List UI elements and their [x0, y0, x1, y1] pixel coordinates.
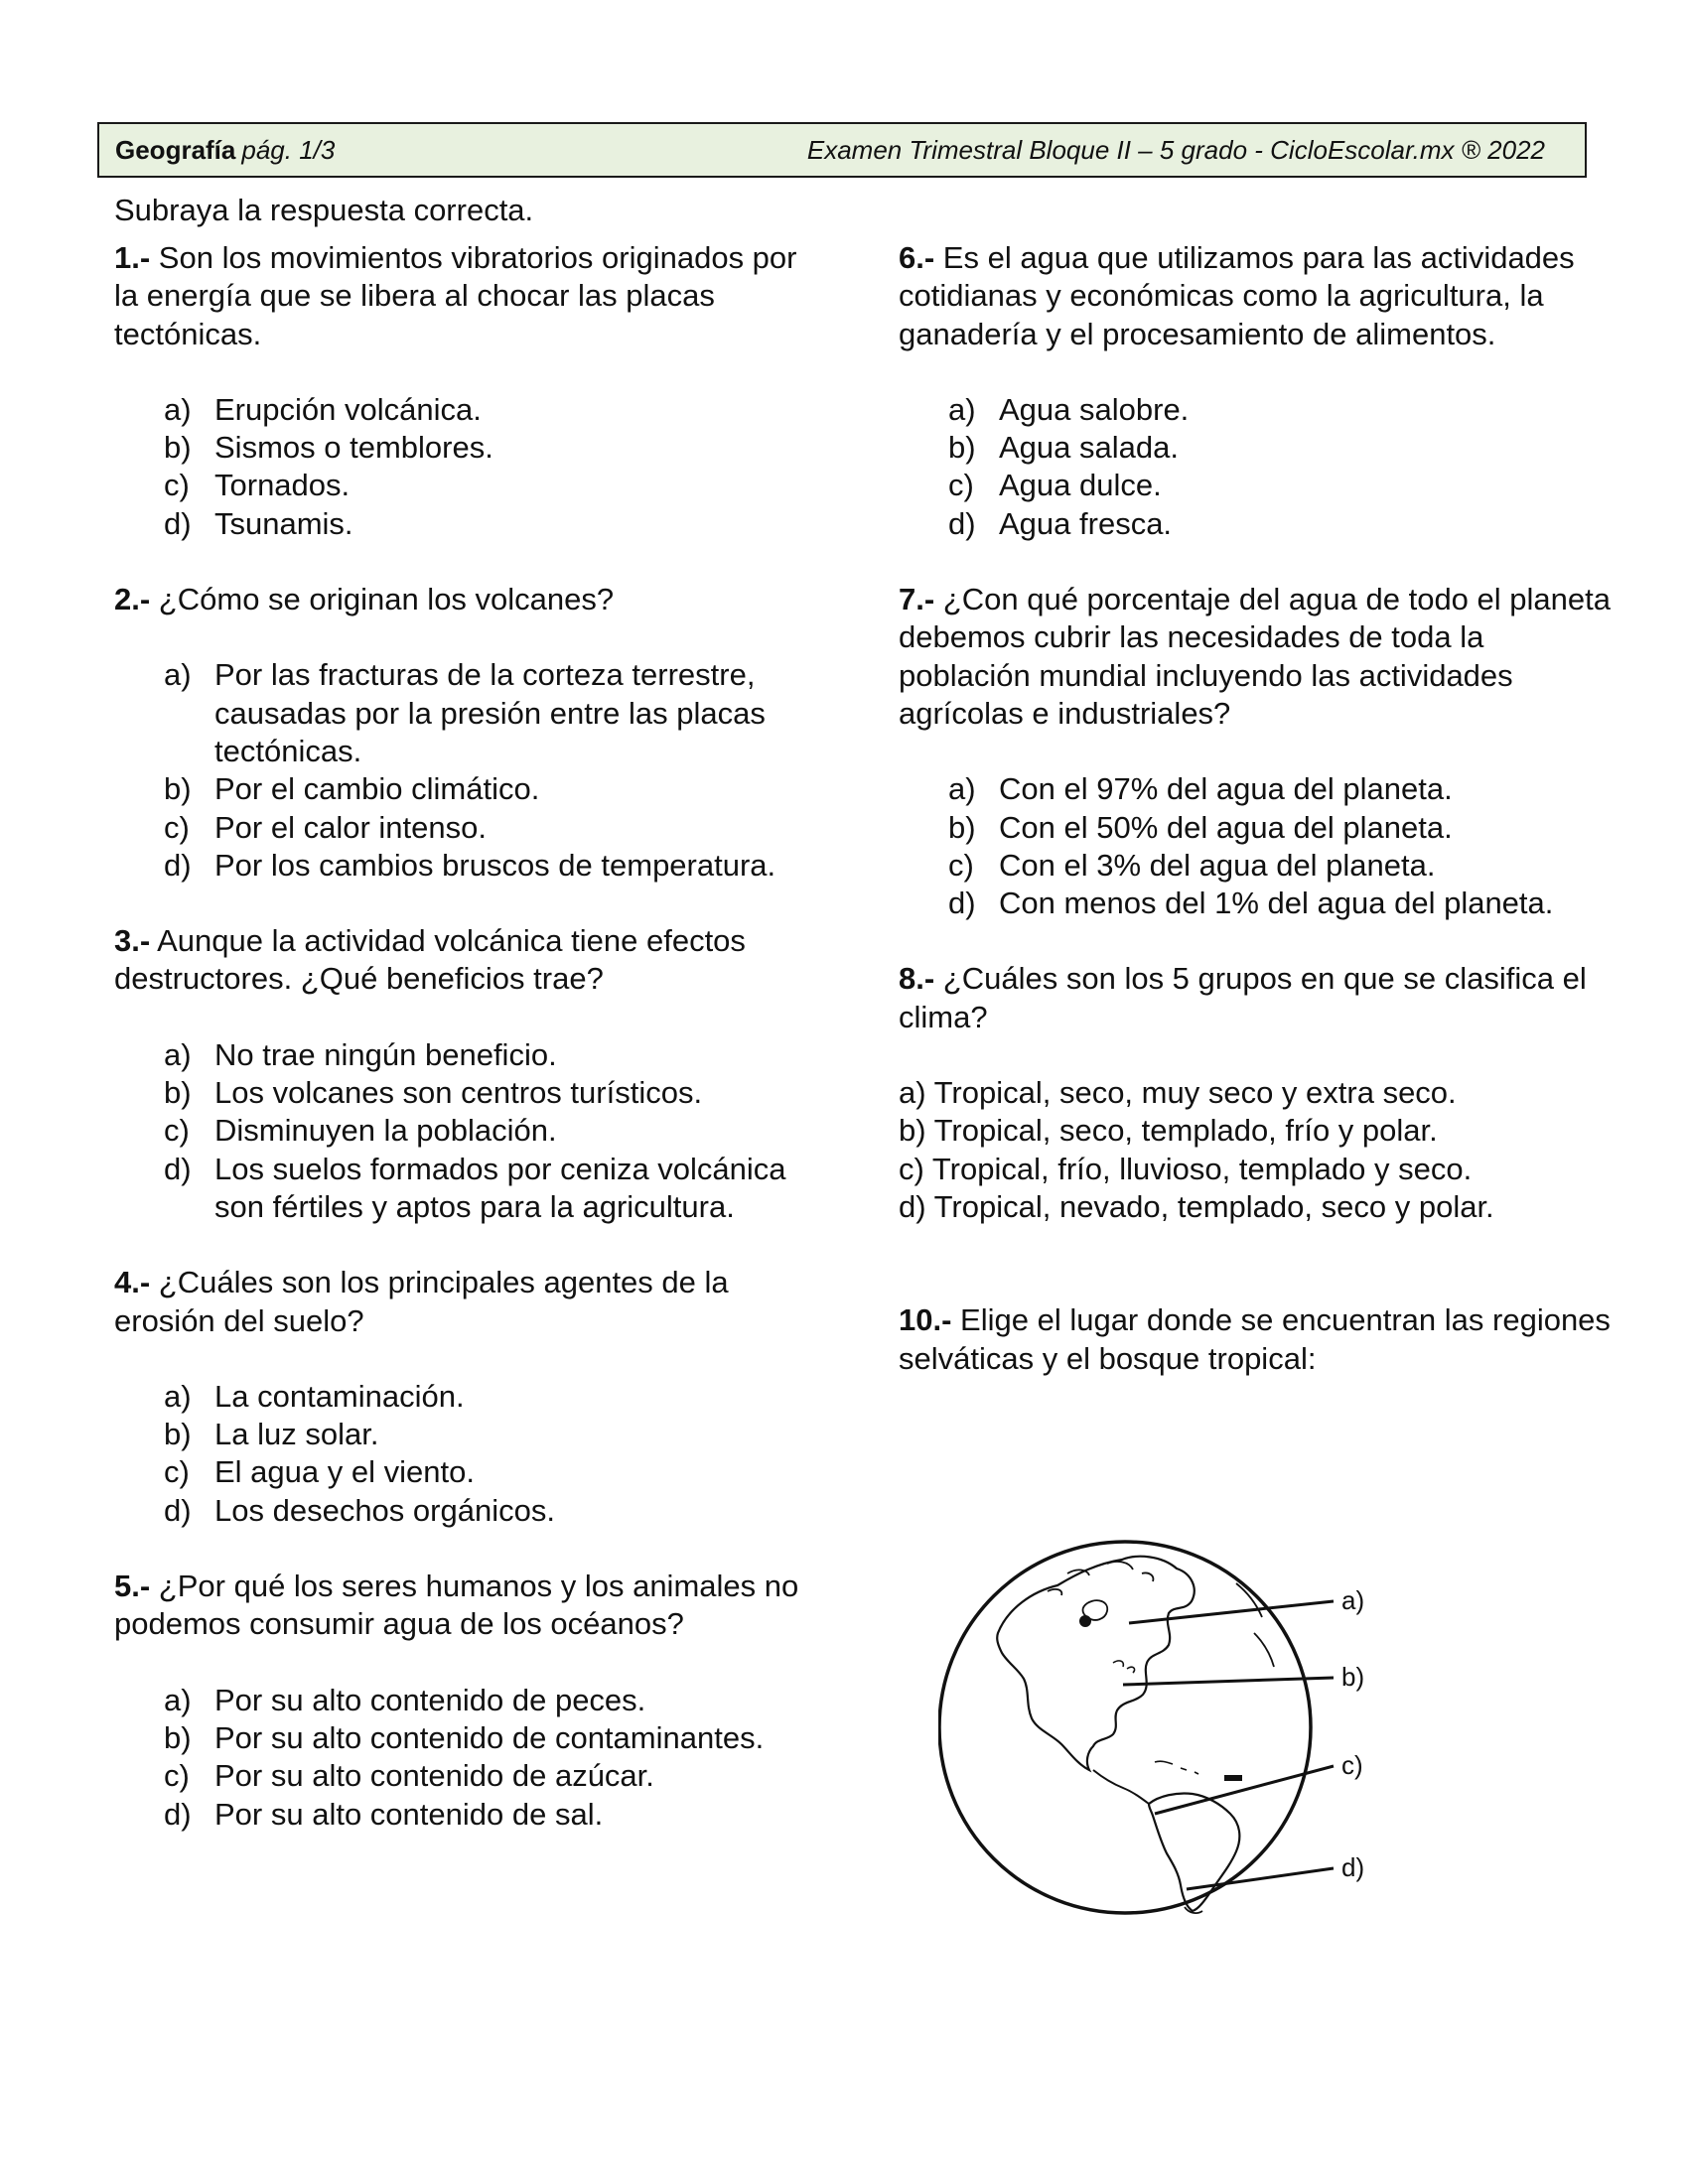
globe-outline — [939, 1542, 1311, 1913]
option-letter: b) — [948, 809, 976, 845]
option-item[interactable] — [114, 505, 829, 543]
central-america-outline — [1093, 1770, 1149, 1804]
option-letter: b) — [948, 430, 976, 466]
option-letter: b) — [164, 1417, 192, 1452]
option-text: Agua salobre. — [999, 391, 1190, 427]
option-item[interactable] — [899, 809, 1614, 847]
question-text: Elige el lugar donde se encuentran las regiones selváticas y el bosque tropical: — [899, 1302, 1611, 1376]
option-text: Erupción volcánica. — [214, 391, 482, 427]
option-text: Por el cambio climático. — [214, 771, 540, 807]
option-text: Disminuyen la población. — [214, 1113, 557, 1149]
option-letter: b) — [164, 1075, 192, 1111]
question-number: 8.- — [899, 961, 935, 997]
question-3 — [114, 922, 829, 999]
option-letter: a) — [948, 391, 976, 427]
option-item[interactable]: c) Tropical, frío, lluvioso, templado y seco. — [899, 1151, 1473, 1186]
header-left — [115, 124, 335, 176]
question-6 — [899, 239, 1614, 353]
question-number: 2.- — [114, 582, 151, 617]
question-number: 7.- — [899, 582, 935, 617]
option-item[interactable] — [899, 847, 1614, 885]
question-number: 4.- — [114, 1265, 151, 1300]
option-item[interactable] — [899, 505, 1614, 543]
option-text: Por las fracturas de la corteza terrestre, causadas por la presión entre las placas tectónicas. — [214, 657, 766, 768]
globe-label-a: a) — [1341, 1585, 1365, 1615]
option-text: La contaminación. — [214, 1378, 465, 1414]
instruction: Subraya la respuesta correcta. — [114, 193, 534, 227]
option-letter: a) — [948, 771, 976, 807]
options-list — [899, 770, 1614, 922]
question-text: ¿Cuáles son los 5 grupos en que se clasifica el clima? — [899, 961, 1587, 1034]
option-item[interactable] — [114, 391, 829, 429]
option-text: Con el 97% del agua del planeta. — [999, 771, 1453, 807]
right-column — [899, 239, 1614, 1378]
option-item[interactable] — [114, 1378, 829, 1416]
options-list — [114, 1682, 829, 1834]
question-text: Son los movimientos vibratorios originados por la energía que se libera al chocar las placas tectónicas. — [114, 240, 797, 351]
question-number: 5.- — [114, 1569, 151, 1604]
option-letter: a) — [164, 391, 192, 427]
option-letter: c) — [164, 1758, 190, 1794]
option-text: Sismos o temblores. — [214, 430, 493, 466]
option-text: Con menos del 1% del agua del planeta. — [999, 886, 1554, 921]
page-number: pág. 1/3 — [241, 135, 336, 165]
option-letter: d) — [948, 505, 976, 541]
option-letter: c) — [948, 847, 974, 883]
question-1 — [114, 239, 829, 353]
option-letter: c) — [164, 1113, 190, 1149]
option-letter: d) — [164, 1151, 192, 1186]
question-text: ¿Por qué los seres humanos y los animales no podemos consumir agua de los océanos? — [114, 1569, 799, 1642]
great-lakes — [1113, 1661, 1135, 1673]
option-letter: a) — [164, 1378, 192, 1414]
subject-title: Geografía — [115, 135, 236, 165]
option-letter: d) — [164, 505, 192, 541]
lake-dot — [1079, 1615, 1091, 1627]
option-item[interactable] — [114, 1036, 829, 1074]
option-item[interactable] — [114, 847, 829, 885]
question-number: 3.- — [114, 923, 151, 959]
options-list — [899, 391, 1614, 543]
options-list — [114, 1036, 829, 1226]
option-item[interactable] — [114, 1074, 829, 1112]
option-item[interactable] — [114, 809, 829, 847]
question-5 — [114, 1568, 829, 1644]
question-10 — [899, 1301, 1614, 1378]
option-letter: d) — [164, 1492, 192, 1528]
option-text: Por su alto contenido de azúcar. — [214, 1758, 654, 1794]
arctic-islands — [1048, 1562, 1153, 1595]
options-list — [114, 1378, 829, 1530]
question-8 — [899, 960, 1614, 1036]
option-text: Los volcanes son centros turísticos. — [214, 1075, 703, 1111]
option-item[interactable] — [114, 1682, 829, 1719]
option-text: La luz solar. — [214, 1417, 379, 1452]
option-text: Con el 50% del agua del planeta. — [999, 809, 1453, 845]
option-item[interactable] — [899, 467, 1614, 504]
option-letter: a) — [164, 657, 192, 693]
page-header — [97, 122, 1587, 178]
question-text: ¿Cómo se originan los volcanes? — [150, 582, 615, 617]
option-text: El agua y el viento. — [214, 1454, 475, 1490]
option-item[interactable] — [114, 1796, 829, 1834]
leader-line-d — [1187, 1868, 1334, 1889]
option-text: Por su alto contenido de sal. — [214, 1796, 604, 1832]
caribbean-islands — [1155, 1761, 1198, 1774]
option-letter: b) — [164, 430, 192, 466]
option-letter: d) — [164, 1796, 192, 1832]
question-number: 1.- — [114, 240, 151, 275]
option-item[interactable] — [114, 1112, 829, 1150]
options-list — [899, 1074, 1614, 1226]
option-letter: d) — [948, 886, 976, 921]
option-item[interactable] — [114, 656, 829, 770]
question-text: ¿Con qué porcentaje del agua de todo el planeta debemos cubrir las necesidades de toda la población mundial incluyendo las actividades agrícolas e industriales? — [899, 582, 1611, 731]
option-text: No trae ningún beneficio. — [214, 1036, 557, 1072]
globe-label-b: b) — [1341, 1662, 1365, 1692]
option-letter: b) — [164, 1719, 192, 1755]
option-text: Por los cambios bruscos de temperatura. — [214, 847, 776, 883]
exam-title: Examen Trimestral Bloque II – 5 grado - CicloEscolar.mx ® 2022 — [806, 135, 1545, 165]
option-text: Agua dulce. — [999, 468, 1162, 503]
option-text: Con el 3% del agua del planeta. — [999, 847, 1436, 883]
option-letter: c) — [948, 468, 974, 503]
option-item[interactable] — [899, 391, 1614, 429]
option-item[interactable] — [899, 429, 1614, 467]
option-letter: d) — [164, 847, 192, 883]
question-2 — [114, 581, 829, 618]
options-list — [114, 391, 829, 543]
option-text: Los suelos formados por ceniza volcánica son fértiles y aptos para la agricultura. — [214, 1151, 786, 1224]
leader-line-c — [1155, 1766, 1334, 1814]
island-mark — [1224, 1775, 1242, 1781]
option-item[interactable] — [114, 1719, 829, 1757]
option-letter: a) — [164, 1682, 192, 1717]
question-4 — [114, 1264, 829, 1340]
option-item[interactable] — [114, 467, 829, 504]
options-list — [114, 656, 829, 885]
option-item[interactable] — [114, 1416, 829, 1453]
leader-line-b — [1123, 1678, 1334, 1685]
option-item[interactable] — [114, 429, 829, 467]
option-letter: b) — [164, 771, 192, 807]
option-item[interactable] — [114, 1151, 829, 1227]
option-item[interactable] — [899, 885, 1614, 922]
left-column — [114, 239, 829, 1871]
option-item[interactable] — [899, 770, 1614, 808]
question-text: ¿Cuáles son los principales agentes de la erosión del suelo? — [114, 1265, 729, 1338]
option-item[interactable] — [114, 1453, 829, 1491]
option-text: Por su alto contenido de peces. — [214, 1682, 646, 1717]
option-text: Los desechos orgánicos. — [214, 1492, 555, 1528]
option-text: Tsunamis. — [214, 505, 353, 541]
question-number: 10.- — [899, 1302, 952, 1338]
globe-figure — [938, 1514, 1475, 1921]
globe-illustration — [938, 1514, 1475, 1921]
option-item[interactable] — [114, 770, 829, 808]
question-text: Aunque la actividad volcánica tiene efectos destructores. ¿Qué beneficios trae? — [114, 923, 746, 997]
north-america-outline — [997, 1557, 1195, 1770]
option-item[interactable]: b) Tropical, seco, templado, frío y polar. — [899, 1113, 1438, 1149]
option-item[interactable] — [114, 1757, 829, 1795]
question-number: 6.- — [899, 240, 935, 275]
option-item[interactable] — [114, 1492, 829, 1530]
option-text: Por el calor intenso. — [214, 809, 487, 845]
option-letter: c) — [164, 809, 190, 845]
question-text: Es el agua que utilizamos para las actividades cotidianas y económicas como la agricultura, la ganadería y el procesamiento de alimentos. — [899, 240, 1575, 351]
leader-line-a — [1129, 1601, 1334, 1623]
option-item[interactable]: a) Tropical, seco, muy seco y extra seco. — [899, 1075, 1457, 1111]
option-item[interactable]: d) Tropical, nevado, templado, seco y polar. — [899, 1188, 1494, 1224]
option-letter: a) — [164, 1036, 192, 1072]
option-text: Agua salada. — [999, 430, 1179, 466]
globe-label-d: d) — [1341, 1852, 1365, 1882]
option-text: Agua fresca. — [999, 505, 1173, 541]
question-7 — [899, 581, 1614, 733]
option-letter: c) — [164, 468, 190, 503]
option-text: Por su alto contenido de contaminantes. — [214, 1719, 765, 1755]
option-letter: c) — [164, 1454, 190, 1490]
option-text: Tornados. — [214, 468, 351, 503]
globe-label-c: c) — [1341, 1750, 1363, 1780]
